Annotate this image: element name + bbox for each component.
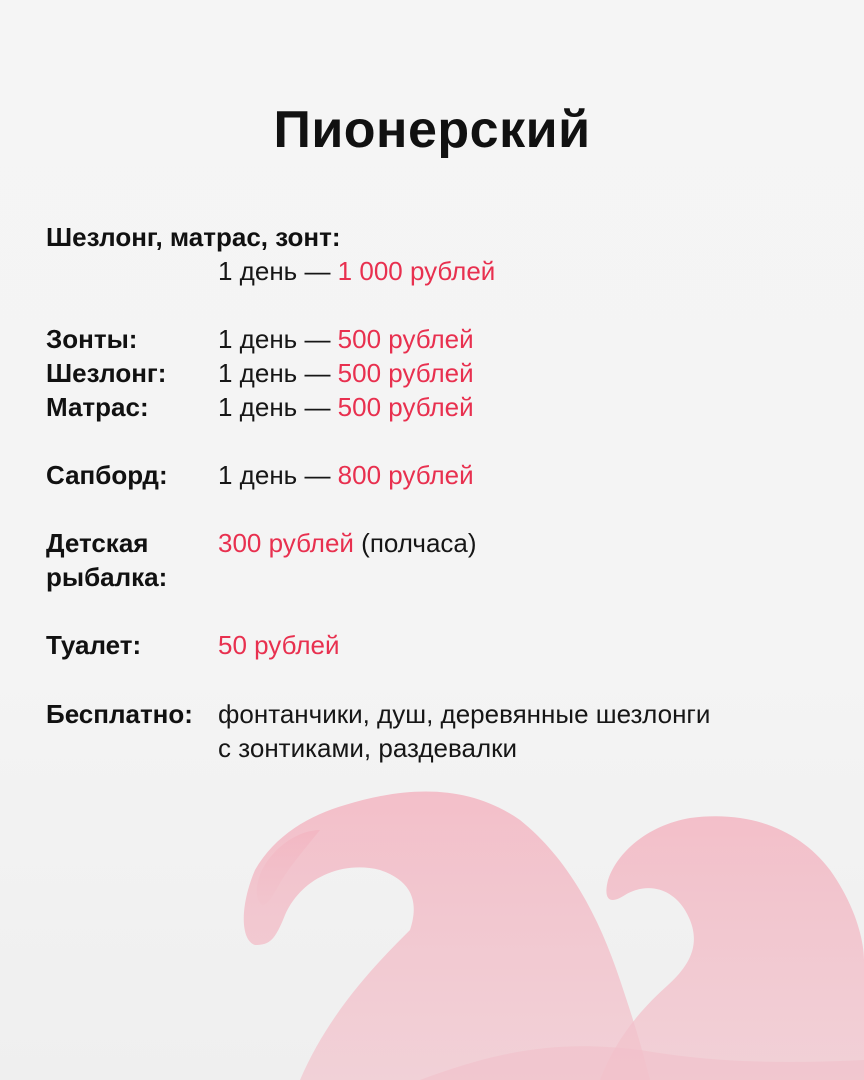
row-prefix: 1 день — [218, 392, 338, 422]
price-row-set [46, 220, 341, 254]
row-label: Зонты: [46, 324, 138, 354]
row-price: 500 рублей [337, 392, 474, 422]
price-value-lounger [218, 356, 474, 390]
row-label: Сапборд: [46, 460, 168, 490]
price-value-toilet [218, 628, 339, 662]
row-price: 300 рублей [218, 528, 354, 558]
row-label: Матрас: [46, 392, 149, 422]
page-title: Пионерский [273, 101, 591, 159]
price-row-kids-fishing [46, 526, 167, 594]
price-value-kids-fishing [218, 526, 477, 560]
row-suffix: (полчаса) [353, 528, 477, 558]
price-row-supboard [46, 458, 168, 492]
row-price: 800 рублей [337, 460, 474, 490]
price-value-supboard [218, 458, 474, 492]
price-row-umbrellas [46, 322, 137, 356]
row-label: Шезлонг, матрас, зонт: [46, 222, 341, 252]
row-label: Шезлонг: [46, 358, 167, 388]
price-row-toilet [46, 628, 141, 662]
price-row-mattress [46, 390, 149, 424]
row-label: Туалет: [46, 630, 142, 660]
row-price: 1 000 рублей [337, 256, 496, 286]
row-label: Бесплатно: [46, 699, 193, 729]
row-prefix: 1 день — [218, 460, 338, 490]
price-value-set [218, 254, 495, 288]
row-price: 500 рублей [337, 358, 474, 388]
row-label-line2: рыбалка: [46, 562, 168, 592]
free-line-1: фонтанчики, душ, деревянные шезлонги [218, 699, 711, 729]
row-price: 50 рублей [218, 630, 340, 660]
price-row-lounger [46, 356, 166, 390]
row-prefix: 1 день — [218, 324, 338, 354]
free-line-2: с зонтиками, раздевалки [218, 733, 518, 763]
row-prefix: 1 день — [218, 256, 338, 286]
row-price: 500 рублей [337, 324, 474, 354]
row-prefix: 1 день — [218, 358, 338, 388]
price-value-mattress [218, 390, 474, 424]
price-row-free [46, 697, 193, 731]
row-label-line1: Детская [46, 528, 149, 558]
price-value-umbrellas [218, 322, 474, 356]
